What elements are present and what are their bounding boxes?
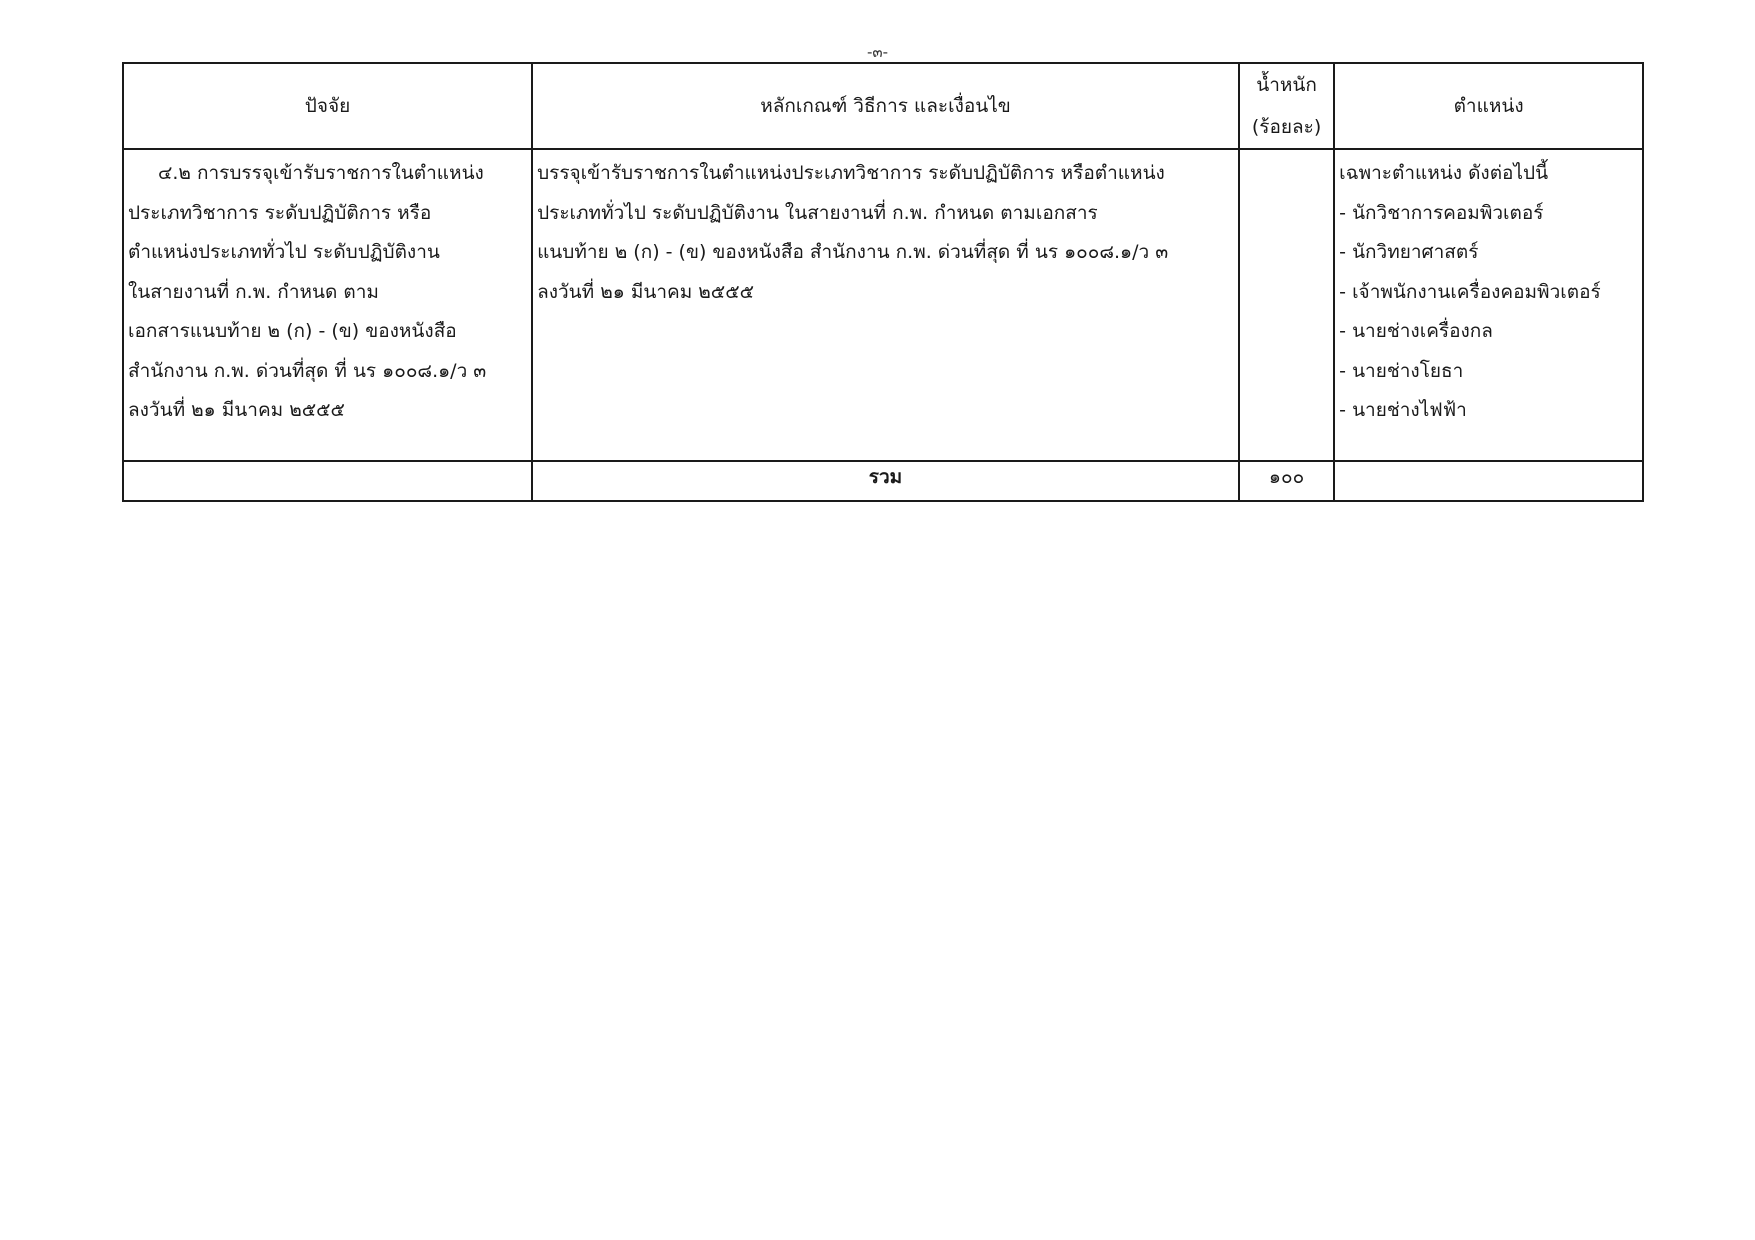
list-item: - เจ้าพนักงานเครื่องคอมพิวเตอร์: [1339, 280, 1601, 303]
criteria-text: [533, 150, 1238, 312]
factor-cell: [123, 149, 532, 461]
total-value: ๑๐๐: [1239, 461, 1334, 501]
page-number: -๓-: [866, 43, 889, 61]
total-row: [123, 461, 1643, 501]
header-position: ตำแหน่ง: [1334, 63, 1643, 149]
header-weight-line1: น้ำหนัก: [1256, 74, 1317, 96]
list-item: - นายช่างไฟฟ้า: [1339, 399, 1467, 421]
header-factor: ปัจจัย: [123, 63, 532, 149]
position-list: [1335, 150, 1642, 431]
factor-text: [124, 150, 531, 431]
header-weight-line2: (ร้อยละ): [1251, 116, 1322, 138]
criteria-line: ประเภททั่วไป ระดับปฏิบัติงาน ในสายงานที่ ก.พ. กำหนด ตามเอกสาร: [537, 201, 1098, 224]
factor-line: ลงวันที่ ๒๑ มีนาคม ๒๕๕๕: [128, 399, 345, 421]
factor-line: ๔.๒ การบรรจุเข้ารับราชการในตำแหน่ง: [158, 162, 484, 184]
criteria-table: [122, 62, 1644, 502]
criteria-line: ลงวันที่ ๒๑ มีนาคม ๒๕๕๕: [537, 280, 754, 303]
table-header-row: [123, 63, 1643, 149]
header-criteria: หลักเกณฑ์ วิธีการ และเงื่อนไข: [532, 63, 1239, 149]
criteria-cell: [532, 149, 1239, 461]
factor-line: ประเภทวิชาการ ระดับปฏิบัติการ หรือ: [128, 201, 432, 224]
factor-line: ในสายงานที่ ก.พ. กำหนด ตาม: [128, 280, 379, 303]
criteria-line: บรรจุเข้ารับราชการในตำแหน่งประเภทวิชาการ ระดับปฏิบัติการ หรือตำแหน่ง: [537, 162, 1165, 184]
list-item: - นักวิทยาศาสตร์: [1339, 241, 1479, 263]
factor-line: ตำแหน่งประเภททั่วไป ระดับปฏิบัติงาน: [128, 241, 440, 263]
table-row: [123, 149, 1643, 461]
list-item: - นายช่างโยธา: [1339, 359, 1464, 382]
list-item: - นายช่างเครื่องกล: [1339, 320, 1493, 342]
header-weight: [1239, 63, 1334, 149]
total-empty-cell: [1334, 461, 1643, 501]
total-empty-cell: [123, 461, 532, 501]
position-intro: เฉพาะตำแหน่ง ดังต่อไปนี้: [1339, 162, 1549, 184]
factor-line: เอกสารแนบท้าย ๒ (ก) - (ข) ของหนังสือ: [128, 320, 457, 342]
position-cell: [1334, 149, 1643, 461]
list-item: - นักวิชาการคอมพิวเตอร์: [1339, 201, 1544, 224]
weight-cell: [1239, 149, 1334, 461]
factor-line: สำนักงาน ก.พ. ด่วนที่สุด ที่ นร ๑๐๐๘.๑/ว ๓: [128, 359, 487, 382]
criteria-line: แนบท้าย ๒ (ก) - (ข) ของหนังสือ สำนักงาน ก.พ. ด่วนที่สุด ที่ นร ๑๐๐๘.๑/ว ๓: [537, 241, 1169, 263]
total-label: รวม: [532, 461, 1239, 501]
